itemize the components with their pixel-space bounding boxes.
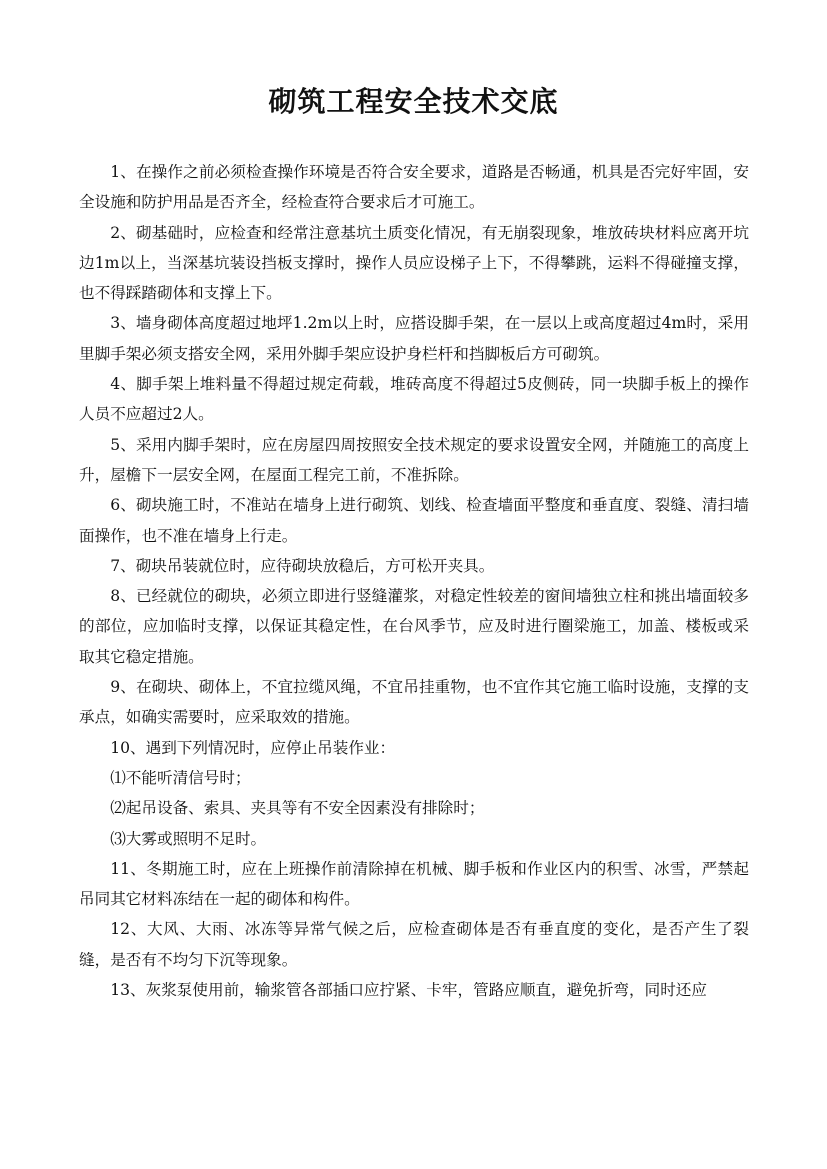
paragraph-13: 13、灰浆泵使用前，输浆管各部插口应拧紧、卡牢，管路应顺直，避免折弯，同时还应 [110, 981, 707, 1000]
paragraph-8: 8、已经就位的砌块，必须立即进行竖缝灌浆，对稳定性较差的窗间墙独立柱和挑出墙面较多的部位，应加临时支撑，以保证其稳定性，在台风季节，应及时进行圈梁施工，加盖、楼板或采取其它稳定措施。 [79, 587, 749, 666]
document-title: 砌筑工程安全技术交底 [268, 85, 559, 118]
list-item-2: ⑵起吊设备、索具、夹具等有不安全因素没有排除时； [110, 799, 485, 818]
list-item-3: ⑶大雾或照明不足时。 [110, 829, 267, 848]
paragraph-1: 1、在操作之前必须检查操作环境是否符合安全要求，道路是否畅通，机具是否完好牢固，安全设施和防护用品是否齐全，经检查符合要求后才可施工。 [79, 163, 749, 212]
paragraph-10: 10、遇到下列情况时，应停止吊装作业： [110, 738, 396, 757]
paragraph-6: 6、砌块施工时，不准站在墙身上进行砌筑、划线、检查墙面平整度和垂直度、裂缝、清扫墙面操作，也不准在墙身上行走。 [79, 496, 749, 545]
document-body [79, 157, 749, 1005]
paragraph-4: 4、脚手架上堆料量不得超过规定荷载，堆砖高度不得超过5皮侧砖，同一块脚手板上的操作人员不应超过2人。 [79, 375, 749, 424]
list-item-1: ⑴不能听清信号时； [110, 768, 251, 787]
paragraph-11: 11、冬期施工时，应在上班操作前清除掉在机械、脚手板和作业区内的积雪、冰雪，严禁起吊同其它材料冻结在一起的砌体和构件。 [79, 859, 749, 909]
paragraph-2: 2、砌基础时，应检查和经常注意基坑土质变化情况，有无崩裂现象，堆放砖块材料应离开坑边1m以上，当深基坑装设挡板支撑时，操作人员应设梯子上下，不得攀跳，运料不得碰撞支撑，也不得踩踏砌体和支撑上下。 [79, 223, 749, 303]
paragraph-12: 12、大风、大雨、冰冻等异常气候之后，应检查砌体是否有垂直度的变化，是否产生了裂缝，是否有不均匀下沉等现象。 [79, 920, 749, 969]
paragraph-7: 7、砌块吊装就位时，应待砌块放稳后，方可松开夹具。 [110, 556, 495, 575]
paragraph-5: 5、采用内脚手架时，应在房屋四周按照安全技术规定的要求设置安全网，并随施工的高度上升，屋檐下一层安全网，在屋面工程完工前，不准拆除。 [79, 435, 749, 484]
paragraph-3: 3、墙身砌体高度超过地坪1.2m以上时，应搭设脚手架，在一层以上或高度超过4m时，采用里脚手架必须支搭安全网，采用外脚手架应设护身栏杆和挡脚板后方可砌筑。 [79, 314, 749, 363]
paragraph-9: 9、在砌块、砌体上，不宜拉缆风绳，不宜吊挂重物，也不宜作其它施工临时设施，支撑的支承点，如确实需要时，应采取效的措施。 [79, 678, 749, 727]
